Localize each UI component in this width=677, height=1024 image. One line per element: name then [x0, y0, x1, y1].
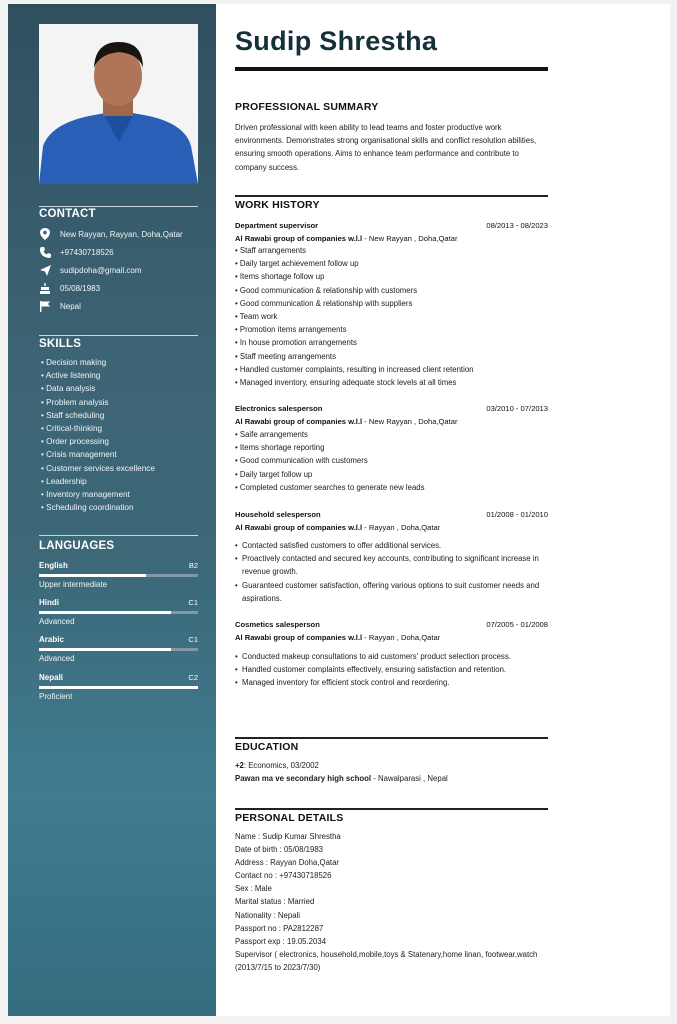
job-title: Cosmetics salesperson	[235, 620, 320, 629]
job-dates: 01/2008 - 01/2010	[486, 510, 548, 519]
personal-item: Date of birth : 05/08/1983	[235, 845, 323, 855]
location-pin-icon	[39, 228, 51, 240]
duty-item: • Daily target follow up	[235, 469, 313, 479]
job-company	[235, 633, 440, 642]
skill-item: • Order processing	[41, 437, 109, 447]
cake-icon	[39, 282, 51, 294]
duty-item: • Saife arrangements	[235, 430, 308, 439]
school-location: - Nawalparasi , Nepal	[371, 774, 448, 783]
duty-item: • Managed inventory, ensuring adequate stock levels at all times	[235, 377, 457, 387]
contact-phone	[39, 244, 114, 260]
duty-item: • Good communication with customers	[235, 456, 368, 466]
work-divider	[235, 195, 548, 197]
personal-item: Passport exp : 19.05.2034	[235, 936, 327, 946]
skills-divider	[39, 335, 198, 336]
company-location: - Rayyan , Doha,Qatar	[362, 633, 441, 642]
skill-item: • Leadership	[41, 476, 87, 486]
summary-heading: PROFESSIONAL SUMMARY	[235, 101, 379, 113]
job-dates: 03/2010 - 07/2013	[486, 404, 548, 413]
summary-text: Driven professional with keen ability to lead teams and foster productive work environments. Demonstrates strong organisational skills and conflict resolution abilities, ensuring smooth operations. Aims to enhance team performance and contribute to company success.	[235, 123, 537, 172]
duty-item: • Conducted makeup consultations to aid customers' product selection process.	[235, 650, 548, 663]
contact-divider	[39, 206, 198, 207]
language-name: English	[39, 561, 68, 570]
duty-item: • Staff arrangements	[235, 246, 307, 255]
contact-nationality	[39, 298, 81, 314]
company-name: Al Rawabi group of companies w.l.l	[235, 523, 363, 532]
language-code: B2	[188, 561, 198, 570]
duty-item: • Daily target achievement follow up	[235, 259, 359, 269]
personal-item: Supervisor ( electronics, household,mobile,toys & Statenary,home linan, footwear,watch (2013/7/15 to 2023/7/30)	[235, 949, 538, 972]
personal-divider	[235, 808, 548, 810]
contact-dob	[39, 280, 100, 296]
contact-address-text: New Rayyan, Rayyan, Doha,Qatar	[60, 229, 183, 239]
name-underline	[235, 67, 548, 71]
language-code: C1	[188, 598, 198, 607]
contact-phone-text: +97430718526	[60, 247, 114, 257]
duty-item: • Proactively contacted and secured key accounts, contributing to significant increase in revenue growth.	[235, 552, 548, 578]
contact-heading: CONTACT	[39, 208, 96, 220]
languages-heading: LANGUAGES	[39, 540, 115, 552]
job-dates: 07/2005 - 01/2008	[486, 620, 548, 629]
skill-item: • Active listening	[41, 371, 101, 381]
language-bar	[39, 611, 198, 614]
duty-item: • Handled customer complaints effectively, ensuring satisfaction and retention.	[235, 663, 548, 676]
languages-divider	[39, 535, 198, 536]
company-location: - New Rayyan , Doha,Qatar	[362, 234, 458, 243]
duty-item: • Team work	[235, 311, 278, 321]
degree-name: +2	[235, 761, 244, 770]
language-bar-fill	[39, 648, 171, 651]
duty-item: • Completed customer searches to generate new leads	[235, 482, 425, 492]
company-name: Al Rawabi group of companies w.l.l	[235, 417, 363, 426]
job-duties	[235, 428, 548, 494]
skill-item: • Decision making	[41, 358, 107, 367]
skill-item: • Inventory management	[41, 489, 130, 499]
company-name: Al Rawabi group of companies w.l.l	[235, 633, 363, 642]
resume-page	[8, 4, 670, 1016]
language-code: C2	[188, 673, 198, 682]
duty-item: • Promotion items arrangements	[235, 325, 347, 335]
job-title: Household selesperson	[235, 510, 321, 519]
language-bar	[39, 648, 198, 651]
job-title: Electronics salesperson	[235, 404, 323, 413]
resume-name: Sudip Shrestha	[235, 26, 438, 56]
job-company	[235, 523, 440, 532]
personal-item: Passport no : PA2812287	[235, 923, 324, 933]
skill-item: • Scheduling coordination	[41, 503, 134, 513]
flag-icon	[39, 300, 51, 312]
profile-photo	[39, 24, 198, 184]
language-bar	[39, 574, 198, 577]
education-heading: EDUCATION	[235, 741, 299, 753]
duty-item: • Guaranteed customer satisfaction, offering various options to suit customer needs and aspirations.	[235, 579, 548, 605]
job-duties	[235, 650, 548, 690]
job-company	[235, 234, 458, 243]
job-company	[235, 417, 458, 426]
skills-heading: SKILLS	[39, 338, 82, 350]
language-name: Arabic	[39, 635, 64, 644]
education-divider	[235, 737, 548, 739]
personal-item: Address : Rayyan Doha,Qatar	[235, 858, 340, 868]
duty-item: • Staff meeting arrangements	[235, 351, 336, 361]
duty-item: • Items shortage reporting	[235, 443, 325, 453]
language-name: Nepali	[39, 673, 64, 682]
duty-item: • Managed inventory for efficient stock control and reordering.	[235, 676, 548, 689]
skill-item: • Problem analysis	[41, 397, 109, 407]
company-location: - Rayyan , Doha,Qatar	[362, 523, 441, 532]
personal-item: Nationality : Nepali	[235, 910, 301, 920]
work-heading: WORK HISTORY	[235, 199, 320, 211]
personal-heading: PERSONAL DETAILS	[235, 812, 344, 824]
language-bar-fill	[39, 686, 198, 689]
skills-list	[41, 356, 155, 514]
sidebar	[8, 4, 216, 1016]
degree-detail: : Economics, 03/2002	[243, 761, 319, 770]
language-bar-fill	[39, 574, 146, 577]
language-level: Advanced	[39, 617, 75, 626]
language-bar-fill	[39, 611, 171, 614]
contact-email	[39, 262, 142, 278]
skill-item: • Crisis management	[41, 450, 117, 460]
school-name: Pawan ma ve secondary high school	[235, 774, 372, 783]
language-level: Proficient	[39, 692, 73, 701]
language-code: C1	[188, 635, 198, 644]
company-name: Al Rawabi group of companies w.l.l	[235, 234, 363, 243]
education-school	[235, 774, 448, 783]
contact-nationality-text: Nepal	[60, 301, 81, 311]
personal-item: Marital status : Married	[235, 897, 315, 907]
duty-item: • Contacted satisfied customers to offer additional services.	[235, 539, 548, 552]
skill-item: • Data analysis	[41, 384, 96, 394]
send-icon	[39, 264, 51, 276]
contact-dob-text: 05/08/1983	[60, 283, 101, 293]
job-title: Department supervisor	[235, 221, 319, 230]
job-duties	[235, 244, 548, 389]
duty-item: • In house promotion arrangements	[235, 338, 357, 348]
duty-item: • Handled customer complaints, resulting in increased client retention	[235, 364, 474, 374]
skill-item: • Staff scheduling	[41, 410, 105, 420]
job-dates: 08/2013 - 08/2023	[486, 221, 548, 230]
duty-item: • Items shortage follow up	[235, 272, 325, 282]
company-location: - New Rayyan , Doha,Qatar	[362, 417, 458, 426]
language-level: Advanced	[39, 654, 75, 663]
personal-item: Sex : Male	[235, 884, 272, 894]
phone-icon	[39, 246, 51, 258]
contact-address	[39, 226, 183, 242]
personal-item: Contact no : +97430718526	[235, 871, 332, 881]
duty-item: • Good communication & relationship with suppliers	[235, 298, 413, 308]
personal-item: Name : Sudip Kumar Shrestha	[235, 832, 341, 841]
education-degree	[235, 761, 319, 770]
job-duties	[235, 539, 548, 605]
language-bar	[39, 686, 198, 689]
skill-item: • Customer services excellence	[41, 463, 155, 473]
language-name: Hindi	[39, 598, 59, 607]
duty-item: • Good communication & relationship with customers	[235, 285, 418, 295]
language-level: Upper intermediate	[39, 580, 108, 589]
contact-email-text: sudipdoha@gmail.com	[60, 265, 142, 275]
personal-details-list	[235, 830, 548, 974]
skill-item: • Critical-thinking	[41, 423, 103, 433]
